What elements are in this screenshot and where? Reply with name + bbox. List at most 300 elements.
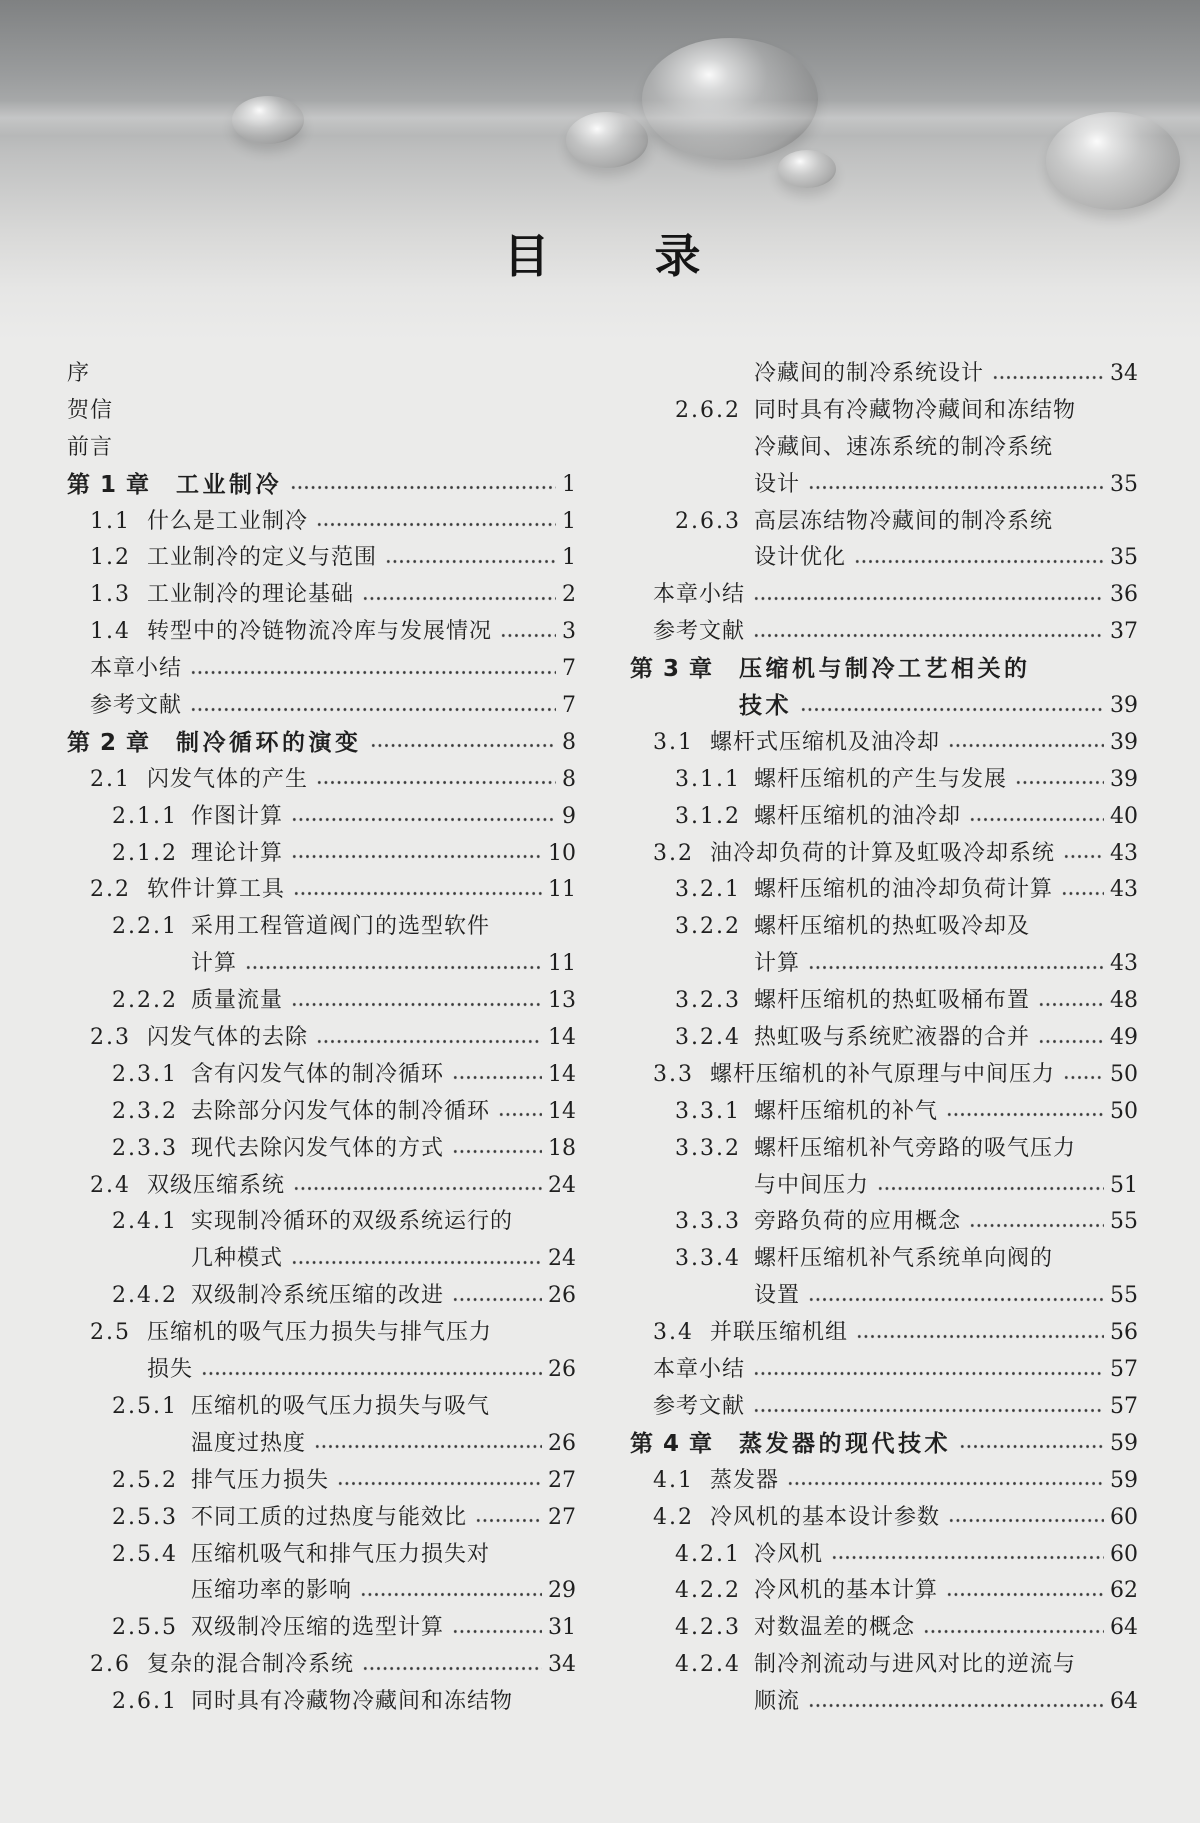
section-number: 3.3.1 bbox=[675, 1098, 741, 1124]
toc-entry bbox=[630, 762, 1138, 799]
section-number: 2.6.2 bbox=[675, 397, 741, 423]
dot-leader bbox=[1063, 1057, 1104, 1094]
entry-title: 贺信 bbox=[67, 397, 114, 423]
page-number: 34 bbox=[548, 1652, 576, 1678]
entry-title: 旁路负荷的应用概念 bbox=[754, 1209, 962, 1235]
dot-leader bbox=[753, 577, 1104, 614]
section-number: 3.4 bbox=[653, 1320, 694, 1346]
page-number: 48 bbox=[1110, 988, 1138, 1014]
toc-entry bbox=[67, 1352, 576, 1389]
page-number: 39 bbox=[1110, 693, 1138, 719]
toc-entry bbox=[630, 1131, 1138, 1168]
entry-title: 螺杆压缩机的热虹吸冷却及 bbox=[754, 914, 1031, 940]
toc-entry bbox=[67, 1426, 576, 1463]
dot-leader bbox=[808, 1684, 1104, 1721]
page-number: 36 bbox=[1110, 582, 1138, 608]
entry-title: 高层冻结物冷藏间的制冷系统 bbox=[754, 508, 1054, 534]
dot-leader bbox=[452, 1610, 542, 1647]
dot-leader bbox=[291, 799, 556, 836]
page-number: 1 bbox=[562, 508, 576, 534]
chapter-number: 第 4 章 bbox=[630, 1430, 713, 1457]
chapter-entry bbox=[630, 1426, 1138, 1463]
entry-title: 螺杆压缩机的油冷却 bbox=[754, 803, 962, 829]
toc-entry bbox=[630, 577, 1138, 614]
entry-title: 油冷却负荷的计算及虹吸冷却系统 bbox=[710, 840, 1056, 866]
entry-title: 双级压缩系统 bbox=[147, 1172, 286, 1198]
dot-leader bbox=[856, 1315, 1104, 1352]
page-number: 34 bbox=[1110, 361, 1138, 386]
dot-leader bbox=[1015, 762, 1104, 799]
section-number: 2.4.2 bbox=[112, 1283, 178, 1309]
section-number: 2.5.4 bbox=[112, 1541, 178, 1567]
section-number: 2.4.1 bbox=[112, 1209, 178, 1235]
page-number: 43 bbox=[1110, 840, 1138, 866]
entry-title: 压缩机与制冷工艺相关的 bbox=[739, 656, 1031, 683]
toc-entry bbox=[67, 1463, 576, 1500]
section-number: 2.3.1 bbox=[112, 1061, 178, 1087]
dot-leader bbox=[475, 1500, 542, 1537]
page-number: 64 bbox=[1110, 1615, 1138, 1641]
dot-leader bbox=[1063, 836, 1104, 873]
entry-title: 压缩机吸气和排气压力损失对 bbox=[191, 1541, 491, 1567]
entry-title: 螺杆压缩机补气旁路的吸气压力 bbox=[754, 1135, 1077, 1161]
entry-title: 去除部分闪发气体的制冷循环 bbox=[191, 1098, 491, 1124]
page-number: 24 bbox=[548, 1246, 576, 1272]
page-number: 55 bbox=[1110, 1209, 1138, 1235]
section-number: 1.3 bbox=[90, 582, 131, 608]
toc-entry bbox=[630, 430, 1138, 467]
toc-entry bbox=[630, 1573, 1138, 1610]
section-number: 3.2.2 bbox=[675, 914, 741, 940]
page-number: 57 bbox=[1110, 1393, 1138, 1419]
entry-title: 闪发气体的去除 bbox=[147, 1025, 309, 1051]
dot-leader bbox=[800, 688, 1104, 725]
page-number: 43 bbox=[1110, 877, 1138, 903]
page-number: 51 bbox=[1110, 1172, 1138, 1198]
section-number: 2.1.2 bbox=[112, 840, 178, 866]
water-droplet bbox=[232, 96, 304, 144]
entry-title: 设计 bbox=[754, 471, 801, 497]
entry-title: 压缩机的吸气压力损失与排气压力 bbox=[147, 1320, 493, 1346]
page-number: 60 bbox=[1110, 1541, 1138, 1567]
dot-leader bbox=[293, 1168, 542, 1205]
entry-title: 冷藏间的制冷系统设计 bbox=[754, 361, 985, 386]
toc-entry bbox=[630, 1315, 1138, 1352]
entry-title: 序 bbox=[67, 361, 91, 386]
toc-entry bbox=[67, 1094, 576, 1131]
section-number: 3.1.2 bbox=[675, 803, 741, 829]
page-number: 64 bbox=[1110, 1689, 1138, 1715]
entry-title: 蒸发器 bbox=[710, 1467, 780, 1493]
page-number: 50 bbox=[1110, 1061, 1138, 1087]
page-number: 7 bbox=[562, 693, 576, 719]
entry-title: 工业制冷 bbox=[176, 471, 282, 498]
section-number: 3.2 bbox=[653, 840, 694, 866]
dot-leader bbox=[753, 614, 1104, 651]
toc-entry bbox=[67, 762, 576, 799]
dot-leader bbox=[291, 836, 542, 873]
entry-title: 计算 bbox=[191, 951, 238, 977]
entry-title: 参考文献 bbox=[90, 693, 183, 719]
toc-entry bbox=[630, 1020, 1138, 1057]
section-number: 4.2.2 bbox=[675, 1578, 741, 1604]
toc-entry bbox=[67, 1204, 576, 1241]
entry-title: 冷风机的基本计算 bbox=[754, 1578, 939, 1604]
dot-leader bbox=[316, 504, 556, 541]
toc-entry bbox=[630, 393, 1138, 430]
page-number: 14 bbox=[548, 1098, 576, 1124]
page-number: 40 bbox=[1110, 803, 1138, 829]
entry-title: 同时具有冷藏物冷藏间和冻结物 bbox=[191, 1689, 514, 1715]
entry-title: 压缩功率的影响 bbox=[191, 1578, 353, 1604]
section-number: 4.1 bbox=[653, 1467, 694, 1493]
dot-leader bbox=[337, 1463, 542, 1500]
toc-entry bbox=[630, 946, 1138, 983]
chapter-number: 第 1 章 bbox=[67, 471, 150, 498]
section-number: 3.3.3 bbox=[675, 1209, 741, 1235]
dot-leader bbox=[293, 872, 542, 909]
dot-leader bbox=[452, 1131, 542, 1168]
entry-title: 作图计算 bbox=[191, 803, 284, 829]
section-number: 2.6.1 bbox=[112, 1689, 178, 1715]
dot-leader bbox=[291, 1241, 542, 1278]
dot-leader bbox=[1038, 983, 1104, 1020]
dot-leader bbox=[316, 1020, 542, 1057]
chapter-entry bbox=[67, 725, 576, 762]
dot-leader bbox=[831, 1537, 1104, 1574]
page-number: 37 bbox=[1110, 619, 1138, 645]
dot-leader bbox=[969, 1204, 1104, 1241]
entry-title: 现代去除闪发气体的方式 bbox=[191, 1135, 445, 1161]
entry-title: 螺杆压缩机的补气 bbox=[754, 1098, 939, 1124]
toc-entry bbox=[630, 1500, 1138, 1537]
page-number: 1 bbox=[562, 471, 576, 497]
entry-title: 计算 bbox=[754, 951, 801, 977]
dot-leader bbox=[201, 1352, 542, 1389]
toc-entry bbox=[630, 1684, 1138, 1721]
dot-leader bbox=[362, 1647, 542, 1684]
page-number: 2 bbox=[562, 582, 576, 608]
dot-leader bbox=[946, 1094, 1104, 1131]
section-number: 2.1 bbox=[90, 766, 131, 792]
section-number: 1.1 bbox=[90, 508, 131, 534]
chapter-entry bbox=[630, 651, 1138, 688]
dot-leader bbox=[753, 1352, 1104, 1389]
entry-title: 设置 bbox=[754, 1283, 801, 1309]
dot-leader bbox=[245, 946, 542, 983]
page-number: 1 bbox=[562, 545, 576, 571]
dot-leader bbox=[948, 1500, 1104, 1537]
section-number: 2.3.2 bbox=[112, 1098, 178, 1124]
dot-leader bbox=[948, 725, 1104, 762]
dot-leader bbox=[314, 1426, 542, 1463]
dot-leader bbox=[992, 356, 1104, 393]
section-number: 4.2.4 bbox=[675, 1652, 741, 1678]
toc-entry bbox=[67, 1131, 576, 1168]
page-number: 9 bbox=[562, 803, 576, 829]
page-number: 10 bbox=[548, 840, 576, 866]
section-number: 2.5.3 bbox=[112, 1504, 178, 1530]
toc-right-column bbox=[630, 356, 1138, 1721]
entry-title: 螺杆压缩机的油冷却负荷计算 bbox=[754, 877, 1054, 903]
toc-entry bbox=[630, 799, 1138, 836]
section-number: 4.2.3 bbox=[675, 1615, 741, 1641]
toc-entry bbox=[630, 540, 1138, 577]
entry-title: 前言 bbox=[67, 434, 114, 460]
toc-entry bbox=[67, 836, 576, 873]
section-number: 2.5.2 bbox=[112, 1467, 178, 1493]
dot-leader bbox=[190, 688, 556, 725]
entry-title: 本章小结 bbox=[653, 582, 746, 608]
page-number: 59 bbox=[1110, 1467, 1138, 1493]
toc-entry bbox=[67, 1500, 576, 1537]
dot-leader bbox=[854, 540, 1104, 577]
toc-entry bbox=[67, 872, 576, 909]
water-droplet-photo-band bbox=[0, 0, 1200, 340]
toc-entry bbox=[630, 1094, 1138, 1131]
water-droplet bbox=[1046, 112, 1180, 210]
section-number: 1.4 bbox=[90, 619, 131, 645]
dot-leader bbox=[452, 1278, 542, 1315]
page-number: 3 bbox=[562, 619, 576, 645]
toc-entry bbox=[630, 1168, 1138, 1205]
toc-entry bbox=[630, 1241, 1138, 1278]
dot-leader bbox=[787, 1463, 1104, 1500]
entry-title: 蒸发器的现代技术 bbox=[739, 1430, 951, 1457]
toc-entry bbox=[630, 836, 1138, 873]
front-matter-entry bbox=[67, 430, 576, 467]
toc-entry bbox=[67, 1315, 576, 1352]
toc-entry bbox=[67, 1573, 576, 1610]
entry-title: 本章小结 bbox=[653, 1357, 746, 1383]
toc-entry bbox=[67, 504, 576, 541]
toc-entry bbox=[67, 1057, 576, 1094]
page-number: 8 bbox=[562, 766, 576, 792]
toc-left-column bbox=[67, 356, 576, 1721]
page-number: 13 bbox=[548, 988, 576, 1014]
entry-title: 压缩机的吸气压力损失与吸气 bbox=[191, 1393, 491, 1419]
toc-entry bbox=[67, 946, 576, 983]
dot-leader bbox=[385, 540, 556, 577]
page-number: 11 bbox=[548, 951, 576, 977]
toc-entry bbox=[67, 1020, 576, 1057]
toc-entry bbox=[67, 688, 576, 725]
page-number: 26 bbox=[548, 1430, 576, 1456]
entry-title: 采用工程管道阀门的选型软件 bbox=[191, 914, 491, 940]
page-number: 39 bbox=[1110, 766, 1138, 792]
toc-entry bbox=[630, 688, 1138, 725]
section-number: 3.2.4 bbox=[675, 1025, 741, 1051]
dot-leader bbox=[316, 762, 556, 799]
section-number: 1.2 bbox=[90, 545, 131, 571]
section-number: 4.2 bbox=[653, 1504, 694, 1530]
dot-leader bbox=[452, 1057, 542, 1094]
page-number: 29 bbox=[548, 1578, 576, 1604]
entry-title: 螺杆压缩机的补气原理与中间压力 bbox=[710, 1061, 1056, 1087]
toc-entry bbox=[67, 540, 576, 577]
page-number: 55 bbox=[1110, 1283, 1138, 1309]
entry-title: 含有闪发气体的制冷循环 bbox=[191, 1061, 445, 1087]
entry-title: 螺杆压缩机的产生与发展 bbox=[754, 766, 1008, 792]
entry-title: 不同工质的过热度与能效比 bbox=[191, 1504, 468, 1530]
page-number: 27 bbox=[548, 1504, 576, 1530]
dot-leader bbox=[877, 1168, 1104, 1205]
dot-leader bbox=[370, 725, 557, 762]
section-number: 2.4 bbox=[90, 1172, 131, 1198]
water-droplet bbox=[642, 38, 818, 160]
dot-leader bbox=[808, 1278, 1104, 1315]
toc-entry bbox=[630, 872, 1138, 909]
entry-title: 什么是工业制冷 bbox=[147, 508, 309, 534]
page-number: 18 bbox=[548, 1135, 576, 1161]
section-number: 2.2.1 bbox=[112, 914, 178, 940]
entry-title: 冷风机 bbox=[754, 1541, 824, 1567]
page-number: 43 bbox=[1110, 951, 1138, 977]
section-number: 3.1 bbox=[653, 729, 694, 755]
entry-title: 几种模式 bbox=[191, 1246, 284, 1272]
section-number: 2.5.1 bbox=[112, 1393, 178, 1419]
section-number: 2.6 bbox=[90, 1652, 131, 1678]
dot-leader bbox=[959, 1426, 1104, 1463]
toc-entry bbox=[630, 1610, 1138, 1647]
entry-title: 参考文献 bbox=[653, 1393, 746, 1419]
section-number: 3.1.1 bbox=[675, 766, 741, 792]
entry-title: 对数温差的概念 bbox=[754, 1615, 916, 1641]
page-number: 59 bbox=[1110, 1430, 1138, 1456]
dot-leader bbox=[753, 1389, 1104, 1426]
dot-leader bbox=[190, 651, 556, 688]
water-droplet bbox=[566, 112, 648, 168]
entry-title: 与中间压力 bbox=[754, 1172, 870, 1198]
entry-title: 闪发气体的产生 bbox=[147, 766, 309, 792]
toc-entry bbox=[630, 983, 1138, 1020]
toc-entry bbox=[67, 1647, 576, 1684]
entry-title: 热虹吸与系统贮液器的合并 bbox=[754, 1025, 1031, 1051]
page-number: 39 bbox=[1110, 729, 1138, 755]
entry-title: 制冷剂流动与进风对比的逆流与 bbox=[754, 1652, 1077, 1678]
page-number: 7 bbox=[562, 656, 576, 682]
toc-entry bbox=[67, 983, 576, 1020]
dot-leader bbox=[360, 1573, 542, 1610]
dot-leader bbox=[1061, 872, 1104, 909]
page-number: 56 bbox=[1110, 1320, 1138, 1346]
dot-leader bbox=[290, 467, 556, 504]
toc-entry bbox=[67, 1389, 576, 1426]
page-title: 目录 bbox=[503, 229, 806, 283]
toc-entry bbox=[630, 1647, 1138, 1684]
entry-title: 软件计算工具 bbox=[147, 877, 286, 903]
entry-title: 冷藏间、速冻系统的制冷系统 bbox=[754, 434, 1054, 460]
section-number: 2.1.1 bbox=[112, 803, 178, 829]
section-number: 3.2.3 bbox=[675, 988, 741, 1014]
page-number: 62 bbox=[1110, 1578, 1138, 1604]
toc-entry bbox=[630, 1389, 1138, 1426]
entry-title: 冷风机的基本设计参数 bbox=[710, 1504, 941, 1530]
page-number: 26 bbox=[548, 1283, 576, 1309]
toc-entry bbox=[630, 1057, 1138, 1094]
toc-entry bbox=[67, 1610, 576, 1647]
entry-title: 理论计算 bbox=[191, 840, 284, 866]
toc-entry bbox=[630, 356, 1138, 393]
entry-title: 质量流量 bbox=[191, 988, 284, 1014]
toc-entry bbox=[630, 504, 1138, 541]
toc-entry bbox=[67, 1684, 576, 1721]
entry-title: 转型中的冷链物流冷库与发展情况 bbox=[147, 619, 493, 645]
entry-title: 实现制冷循环的双级系统运行的 bbox=[191, 1209, 514, 1235]
entry-title: 排气压力损失 bbox=[191, 1467, 330, 1493]
dot-leader bbox=[808, 946, 1104, 983]
toc-entry bbox=[630, 1204, 1138, 1241]
entry-title: 参考文献 bbox=[653, 619, 746, 645]
entry-title: 螺杆压缩机补气系统单向阀的 bbox=[754, 1246, 1054, 1272]
page-number: 35 bbox=[1110, 545, 1138, 571]
section-number: 3.3.2 bbox=[675, 1135, 741, 1161]
toc-entry bbox=[67, 799, 576, 836]
chapter-entry bbox=[67, 467, 576, 504]
dot-leader bbox=[808, 467, 1104, 504]
entry-title: 温度过热度 bbox=[191, 1430, 307, 1456]
section-number: 2.6.3 bbox=[675, 508, 741, 534]
entry-title: 并联压缩机组 bbox=[710, 1320, 849, 1346]
toc-entry bbox=[67, 1537, 576, 1574]
dot-leader bbox=[1038, 1020, 1104, 1057]
page-number: 49 bbox=[1110, 1025, 1138, 1051]
entry-title: 螺杆压缩机的热虹吸桶布置 bbox=[754, 988, 1031, 1014]
section-number: 2.3 bbox=[90, 1025, 131, 1051]
entry-title: 工业制冷的定义与范围 bbox=[147, 545, 378, 571]
section-number: 3.2.1 bbox=[675, 877, 741, 903]
toc-entry bbox=[630, 909, 1138, 946]
page-number: 24 bbox=[548, 1172, 576, 1198]
entry-title: 顺流 bbox=[754, 1689, 801, 1715]
entry-title: 技术 bbox=[739, 693, 792, 720]
dot-leader bbox=[498, 1094, 542, 1131]
page-number: 27 bbox=[548, 1467, 576, 1493]
page-number: 14 bbox=[548, 1061, 576, 1087]
toc-entry bbox=[630, 1537, 1138, 1574]
entry-title: 螺杆式压缩机及油冷却 bbox=[710, 729, 941, 755]
section-number: 2.3.3 bbox=[112, 1135, 178, 1161]
dot-leader bbox=[946, 1573, 1104, 1610]
toc-entry bbox=[630, 614, 1138, 651]
dot-leader bbox=[969, 799, 1104, 836]
toc-entry bbox=[630, 725, 1138, 762]
toc-entry bbox=[630, 1352, 1138, 1389]
toc-entry bbox=[67, 651, 576, 688]
page-number: 50 bbox=[1110, 1098, 1138, 1124]
section-number: 2.5 bbox=[90, 1320, 131, 1346]
toc-entry bbox=[67, 577, 576, 614]
page-number: 57 bbox=[1110, 1357, 1138, 1383]
section-number: 2.5.5 bbox=[112, 1615, 178, 1641]
toc-entry bbox=[630, 1278, 1138, 1315]
entry-title: 设计优化 bbox=[754, 545, 847, 571]
entry-title: 本章小结 bbox=[90, 656, 183, 682]
chapter-number: 第 3 章 bbox=[630, 656, 713, 683]
front-matter-entry bbox=[67, 393, 576, 430]
page-number: 11 bbox=[548, 877, 576, 903]
water-droplet bbox=[778, 150, 836, 188]
dot-leader bbox=[362, 577, 556, 614]
entry-title: 复杂的混合制冷系统 bbox=[147, 1652, 355, 1678]
toc-entry bbox=[67, 1278, 576, 1315]
entry-title: 制冷循环的演变 bbox=[176, 729, 362, 756]
dot-leader bbox=[923, 1610, 1104, 1647]
section-number: 2.2 bbox=[90, 877, 131, 903]
dot-leader bbox=[291, 983, 542, 1020]
page-number: 35 bbox=[1110, 471, 1138, 497]
toc-entry bbox=[67, 909, 576, 946]
